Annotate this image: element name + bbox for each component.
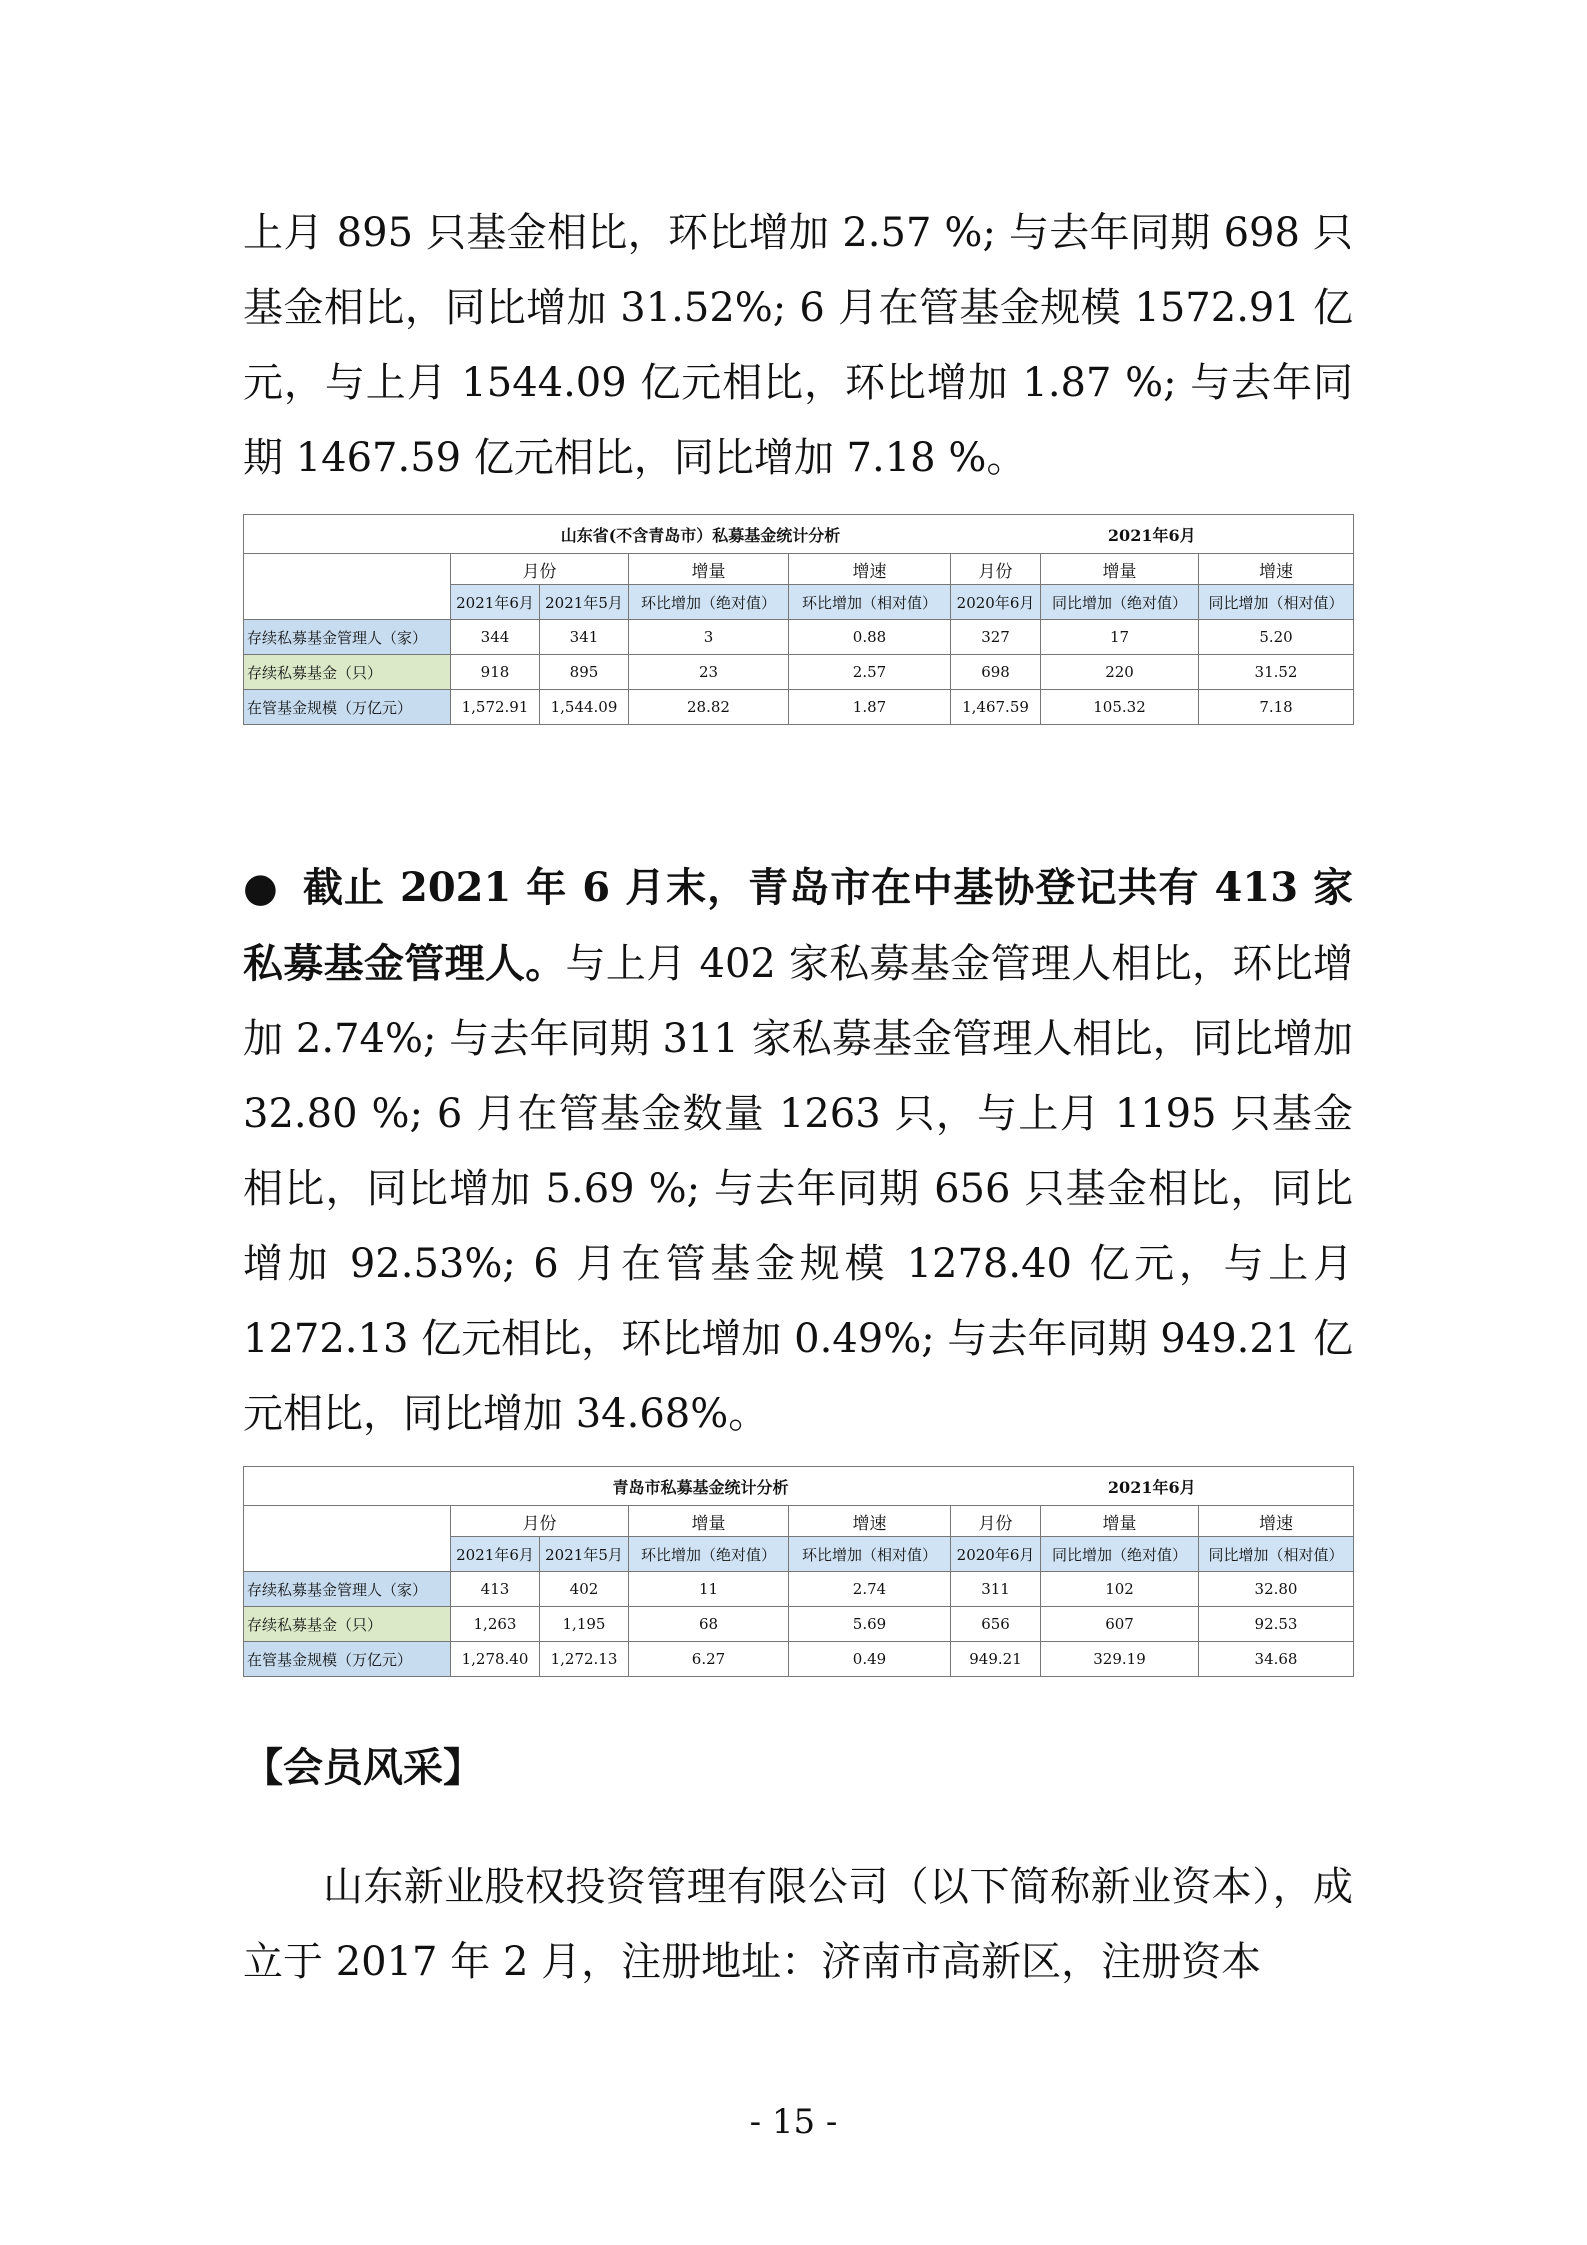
table-row [244,1572,1354,1607]
table-cell: 5.20 [1199,620,1354,655]
table-cell: 698 [951,655,1041,690]
group-header: 月份 [451,554,629,585]
table-cell: 1,272.13 [540,1642,629,1677]
group-header: 月份 [951,554,1041,585]
subheader-cell: 环比增加（绝对值） [629,1537,789,1572]
table-date: 2021年6月 [951,1467,1354,1506]
table-cell: 11 [629,1572,789,1607]
table-row [244,620,1354,655]
table-cell: 327 [951,620,1041,655]
subheader-cell: 2020年6月 [951,1537,1041,1572]
table-cell: 1,263 [451,1607,540,1642]
corner-cell [244,554,451,620]
table-cell: 2.74 [789,1572,951,1607]
table-cell: 1,544.09 [540,690,629,725]
subheader-cell: 同比增加（绝对值） [1041,585,1199,620]
row-label: 存续私募基金管理人（家） [244,1572,451,1607]
table-date: 2021年6月 [951,515,1354,554]
subheader-cell: 2021年5月 [540,585,629,620]
bullet-icon: ● [243,865,279,911]
group-header: 增量 [629,554,789,585]
table-cell: 607 [1041,1607,1199,1642]
table-cell: 341 [540,620,629,655]
group-header: 增速 [789,554,951,585]
table-row [244,1607,1354,1642]
subheader-cell: 2021年5月 [540,1537,629,1572]
table-row [244,655,1354,690]
group-header: 月份 [451,1506,629,1537]
group-header: 增速 [1199,1506,1354,1537]
subheader-cell: 同比增加（相对值） [1199,585,1354,620]
bold-lead: 截止 2021 年 6 月末，青岛市在中基协登记共有 413 家私募基金管理人。 [243,864,1354,987]
group-header: 增量 [1041,1506,1199,1537]
table-row [244,690,1354,725]
row-label: 在管基金规模（万亿元） [244,690,451,725]
subheader-cell: 同比增加（相对值） [1199,1537,1354,1572]
table-cell: 1,278.40 [451,1642,540,1677]
paragraph-body: 与上月 402 家私募基金管理人相比，环比增加 2.74%; 与去年同期 311 家私募基金管理人相比，同比增加 32.80 %; 6 月在管基金数量 1263 只，与上月 1195 只基金相比，同比增加 5.69 %; 与去年同期 656 只基金相比，同比增加 92.53%; 6 月在管基金规模 1278.40 亿元，与上月 1272.13 亿元相比，环比增加 0.49%; 与去年同期 949.21 亿元相比，同比增加 34.68%。 [243,941,1353,1437]
group-header: 月份 [951,1506,1041,1537]
table-cell: 105.32 [1041,690,1199,725]
table-cell: 949.21 [951,1642,1041,1677]
table-cell: 31.52 [1199,655,1354,690]
table-cell: 23 [629,655,789,690]
table-cell: 1.87 [789,690,951,725]
table-cell: 0.49 [789,1642,951,1677]
paragraph-member-intro: 山东新业股权投资管理有限公司（以下简称新业资本），成立于 2017 年 2 月，注册地址：济南市高新区，注册资本 [243,1864,1353,1985]
table-cell: 1,467.59 [951,690,1041,725]
subheader-cell: 2020年6月 [951,585,1041,620]
table-title: 青岛市私募基金统计分析 [451,1467,951,1506]
subheader-cell: 2021年6月 [451,585,540,620]
row-label: 存续私募基金管理人（家） [244,620,451,655]
row-label: 存续私募基金（只） [244,655,451,690]
table-cell: 34.68 [1199,1642,1354,1677]
table-cell: 6.27 [629,1642,789,1677]
table-cell: 5.69 [789,1607,951,1642]
table-cell: 1,195 [540,1607,629,1642]
subheader-cell: 环比增加（相对值） [789,1537,951,1572]
paragraph-qingdao-summary [243,850,1353,1452]
table-cell: 3 [629,620,789,655]
group-header: 增量 [1041,554,1199,585]
group-header: 增速 [789,1506,951,1537]
group-header: 增速 [1199,554,1354,585]
corner-cell [244,1506,451,1572]
shandong-stats-table [243,514,1354,725]
table-cell: 102 [1041,1572,1199,1607]
table-cell: 28.82 [629,690,789,725]
page-number: - 15 - [749,2102,838,2142]
table-cell: 32.80 [1199,1572,1354,1607]
table-cell: 413 [451,1572,540,1607]
table-row [244,1642,1354,1677]
paragraph-shandong-summary: 上月 895 只基金相比，环比增加 2.57 %; 与去年同期 698 只基金相比，同比增加 31.52%; 6 月在管基金规模 1572.91 亿元，与上月 1544.09 亿元相比，环比增加 1.87 %; 与去年同期 1467.59 亿元相比，同比增加 7.18 %。 [243,210,1353,481]
table-cell: 7.18 [1199,690,1354,725]
table-cell: 17 [1041,620,1199,655]
table-cell: 918 [451,655,540,690]
table-cell: 2.57 [789,655,951,690]
table-title: 山东省(不含青岛市）私募基金统计分析 [451,515,951,554]
subheader-cell: 2021年6月 [451,1537,540,1572]
table-cell: 895 [540,655,629,690]
table-cell: 329.19 [1041,1642,1199,1677]
table-cell: 344 [451,620,540,655]
table-cell: 68 [629,1607,789,1642]
table-cell: 92.53 [1199,1607,1354,1642]
qingdao-stats-table [243,1466,1354,1677]
subheader-cell: 同比增加（绝对值） [1041,1537,1199,1572]
table-cell: 311 [951,1572,1041,1607]
table-cell: 656 [951,1607,1041,1642]
subheader-cell: 环比增加（绝对值） [629,585,789,620]
table-cell: 402 [540,1572,629,1607]
table-cell: 0.88 [789,620,951,655]
section-title: 【会员风采】 [243,1744,483,1791]
group-header: 增量 [629,1506,789,1537]
table-cell: 1,572.91 [451,690,540,725]
row-label: 存续私募基金（只） [244,1607,451,1642]
row-label: 在管基金规模（万亿元） [244,1642,451,1677]
table-cell: 220 [1041,655,1199,690]
subheader-cell: 环比增加（相对值） [789,585,951,620]
